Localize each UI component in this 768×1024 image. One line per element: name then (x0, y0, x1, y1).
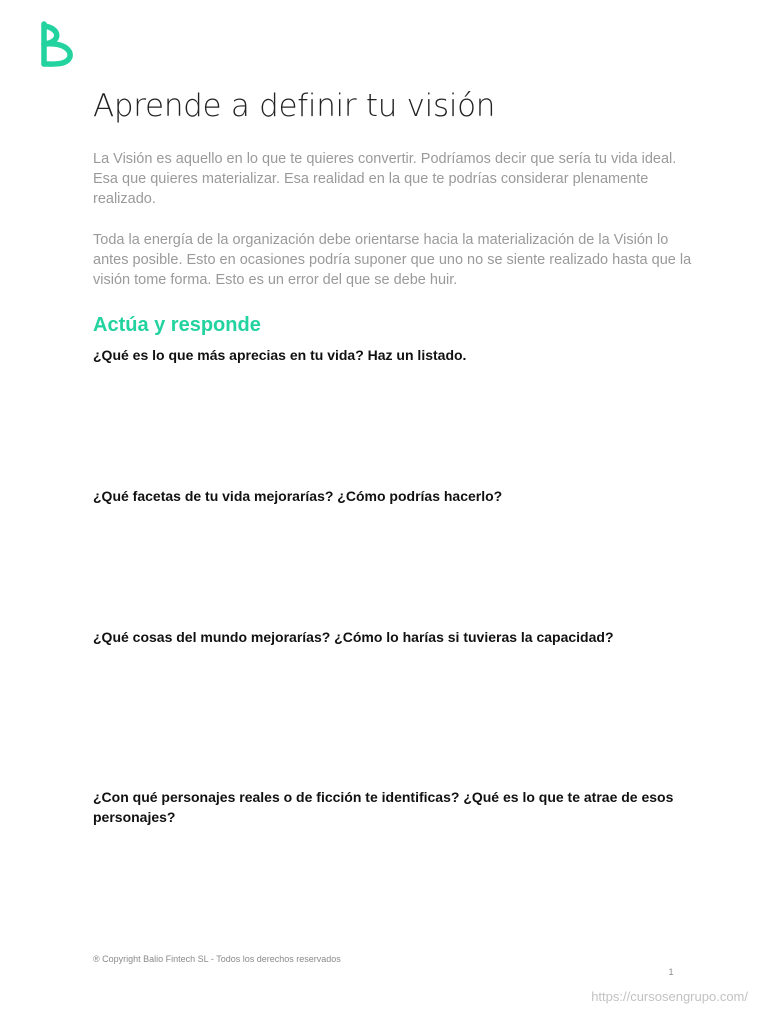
question-3: ¿Qué cosas del mundo mejorarías? ¿Cómo lo harías si tuvieras la capacidad? (93, 629, 614, 645)
page-number: 1 (668, 967, 674, 977)
footer-copyright: ® Copyright Balio Fintech SL - Todos los derechos reservados (93, 954, 341, 964)
question-1: ¿Qué es lo que más aprecias en tu vida? Haz un listado. (93, 347, 467, 363)
question-2: ¿Qué facetas de tu vida mejorarías? ¿Cómo podrías hacerlo? (93, 488, 503, 504)
page-title: Aprende a definir tu visión (93, 88, 496, 124)
intro-paragraph: La Visión es aquello en lo que te quieres convertir. Podríamos decir que sería tu vida ideal. Esa que quieres materializar. Esa realidad en la que te podrías considerar plenamente realizado. (93, 151, 677, 208)
brand-logo-icon (38, 20, 76, 68)
question-4: ¿Con qué personajes reales o de ficción te identificas? ¿Qué es lo que te atrae de esos personajes? (93, 789, 674, 825)
section-heading: Actúa y responde (93, 314, 261, 336)
body-paragraph: Toda la energía de la organización debe orientarse hacia la materialización de la Visión lo antes posible. Esto en ocasiones podría suponer que uno no se siente realizado hasta que la visión tome forma. Esto es un error del que se debe huir. (93, 232, 692, 289)
watermark-url: https://cursosengrupo.com/ (591, 989, 748, 1004)
